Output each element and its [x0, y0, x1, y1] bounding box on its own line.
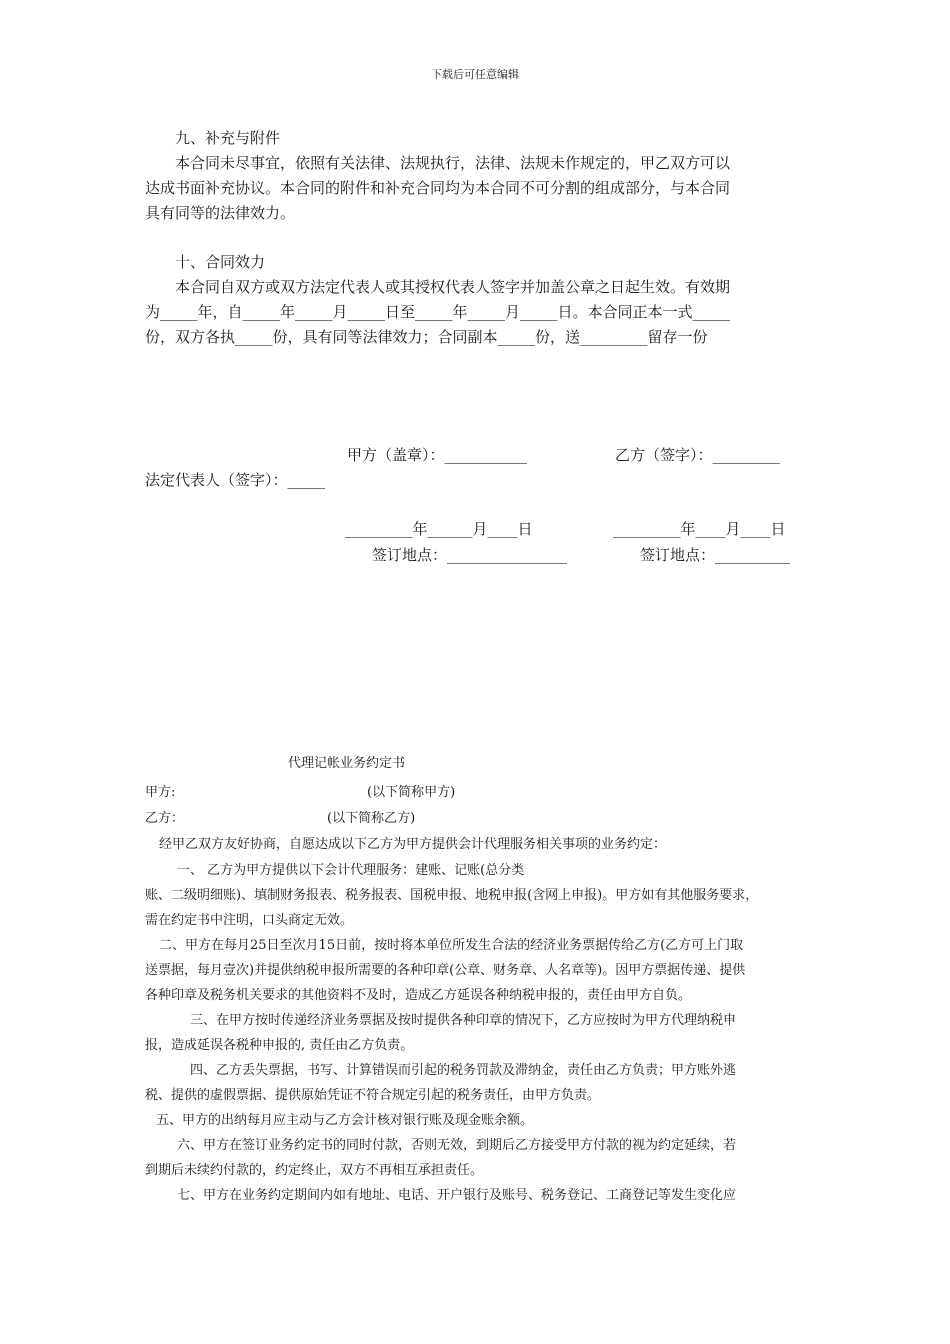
section9-line-1: 本合同未尽事宜，依照有关法律、法规执行，法律、法规未作规定的，甲乙双方可以 [175, 154, 731, 172]
place-a: 签订地点：________________ [372, 546, 568, 564]
agreement-title: 代理记帐业务约定书 [288, 756, 406, 771]
agreement-intro: 经甲乙双方友好协商，自愿达成以下乙方为甲方提供会计代理服务相关事项的业务约定： [159, 837, 667, 852]
item7-line-1: 七、甲方在业务约定期间内如有地址、电话、开户银行及账号、税务登记、工商登记等发生变化应 [177, 1188, 737, 1203]
item2-line-1: 二、甲方在每月25日至次月15日前，按时将本单位所发生合法的经济业务票据传给乙方(乙方可上门取 [159, 938, 744, 953]
item3-line-1: 三、在甲方按时传递经济业务票据及按时提供各种印章的情况下，乙方应按时为甲方代理纳税申 [190, 1013, 737, 1028]
section10-line-1: 本合同自双方或双方法定代表人或其授权代表人签字并加盖公章之日起生效。有效期 [175, 278, 731, 296]
item3-line-2: 报，造成延误各税种申报的, 责任由乙方负责。 [145, 1038, 414, 1053]
date-a: _________年______月____日 [345, 520, 533, 538]
section10-line-2: 为_____年，自_____年_____月_____日至_____年_____月_____日。本合同正本一式_____ [145, 303, 731, 321]
item2-line-3: 各种印章及税务机关要求的其他资料不及时，造成乙方延误各种纳税申报的，责任由甲方自负。 [145, 988, 692, 1003]
place-b: 签订地点：__________ [640, 546, 791, 564]
item4-line-1: 四、乙方丢失票据，书写、计算错误而引起的税务罚款及滞纳金，责任由乙方负责；甲方账外逃 [190, 1063, 737, 1078]
party-b-note: (以下简称乙方) [327, 811, 416, 826]
item5-line-1: 五、甲方的出纳每月应主动与乙方会计核对银行账及现金账余额。 [156, 1113, 534, 1128]
item6-line-1: 六、甲方在签订业务约定书的同时付款，否则无效，到期后乙方接受甲方付款的视为约定延续，若 [177, 1138, 737, 1153]
item1-line-1: 一、 乙方为甲方提供以下会计代理服务：建账、记账(总分类 [177, 863, 525, 878]
item2-line-2: 送票据，每月壹次)并提供纳税申报所需要的各种印章(公章、财务章、人名章等)。因甲方票据传递、提供 [145, 963, 746, 978]
date-b: _________年____月____日 [613, 520, 786, 538]
section9-line-2: 达成书面补充协议。本合同的附件和补充合同均为本合同不可分割的组成部分，与本合同 [145, 179, 731, 197]
party-b-sign: 乙方（签字）：_________ [615, 446, 781, 464]
item1-line-2: 账、二级明细账)、填制财务报表、税务报表、国税申报、地税申报(含网上申报)。甲方如有其他服务要求， [145, 888, 759, 903]
party-a-note: (以下简称甲方) [367, 785, 456, 800]
party-b-label: 乙方： [145, 811, 185, 826]
party-a-label: 甲方: [145, 785, 176, 800]
party-a-seal: 甲方（盖章）：___________ [347, 446, 528, 464]
item4-line-2: 税、提供的虚假票据、提供原始凭证不符合规定引起的税务责任，由甲方负责。 [145, 1088, 601, 1103]
section10-title: 十、合同效力 [175, 253, 266, 271]
item1-line-3: 需在约定书中注明，口头商定无效。 [145, 913, 354, 928]
section9-line-3: 具有同等的法律效力。 [145, 204, 296, 222]
page-header: 下载后可任意编辑 [431, 68, 519, 81]
legal-representative: 法定代表人（签字）：_____ [145, 471, 326, 489]
section10-line-3: 份，双方各执_____份，具有同等法律效力；合同副本_____份，送_________留存一份 [145, 328, 708, 346]
section9-title: 九、补充与附件 [175, 129, 281, 147]
item6-line-2: 到期后未续约付款的，约定终止，双方不再相互承担责任。 [145, 1163, 484, 1178]
